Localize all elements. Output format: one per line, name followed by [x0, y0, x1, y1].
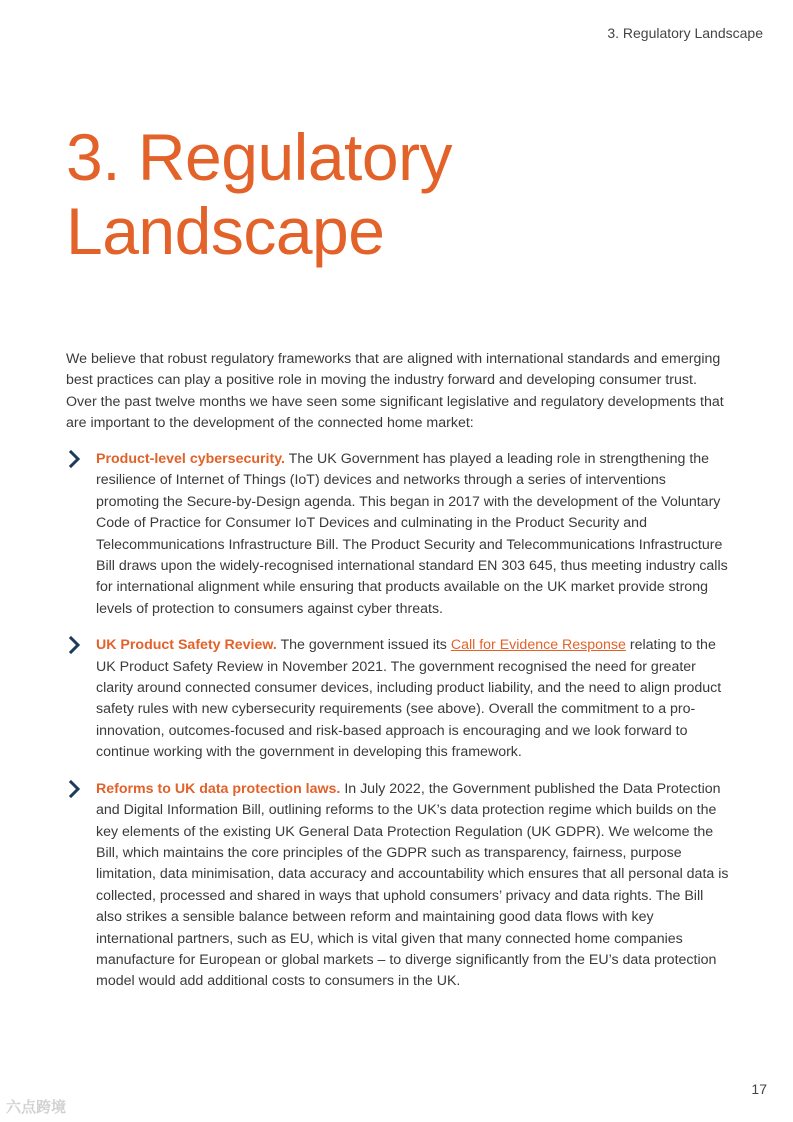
chevron-right-icon [66, 779, 84, 799]
bullet-item-data-protection-reforms [66, 779, 731, 993]
intro-paragraph: We believe that robust regulatory frameworks that are aligned with international standards and emerging best practices can play a positive role in moving the industry forward and developing consumer trust. Over the past twelve months we have seen some significant legislative and regulatory developments that are important to the development of the connected home market: [66, 351, 724, 431]
bullet-lead: Product-level cybersecurity. [96, 451, 285, 467]
chevron-right-icon [66, 635, 84, 655]
bullet-body: In July 2022, the Government published the Data Protection and Digital Information Bill, outlining reforms to the UK’s data protection regime which builds on the key elements of the existing UK General Data Protection Regulation (UK GDPR). We welcome the Bill, which maintains the core principles of the GDPR such as transparency, fairness, purpose limitation, data minimisation, data accuracy and accountability which ensures that all personal data is collected, processed and shared in ways that uphold consumers’ privacy and data rights. The Bill also strikes a sensible balance between reform and maintaining good data flows with key international partners, such as EU, which is vital given that many connected home companies manufacture for European or global markets – to diverge significantly from the EU’s data protection model would add additional costs to consumers in the UK. [96, 780, 729, 990]
bullet-body-end: relating to the UK Product Safety Review in November 2021. The government recognised the need for greater clarity around connected consumer devices, including product liability, and the need to align product safety rules with new cybersecurity requirements (see above). Overall the commitment to a pro-innovation, outcomes-focused and risk-based approach is encouraging and we look forward to continue working with the government in developing this framework. [96, 637, 722, 761]
bullet-text [96, 449, 731, 620]
bullet-lead: UK Product Safety Review. [96, 637, 277, 654]
bullet-item-product-safety-review [66, 635, 731, 763]
bullet-body: The UK Government has played a leading role in strengthening the resilience of Internet of Things (IoT) devices and networks through a series of interventions promoting the Secure-by-Design agenda. This began in 2017 with the development of the Voluntary Code of Practice for Consumer IoT Devices and culminating in the Product Security and Telecommunications Infrastructure Bill. The Product Security and Telecommunications Infrastructure Bill draws upon the widely-recognised international standard EN 303 645, thus meeting industry calls for international alignment while ensuring that products available on the UK market provide strong levels of protection to consumers against cyber threats. [96, 451, 728, 617]
bullet-lead: Reforms to UK data protection laws. [96, 780, 341, 797]
bullet-item-product-cybersecurity [66, 449, 731, 620]
page-title-line-1: 3. Regulatory [66, 120, 453, 194]
bullet-text [96, 779, 731, 993]
bullet-list [66, 449, 731, 1008]
watermark: 六点跨境 [6, 1099, 67, 1116]
page-title-line-2: Landscape [66, 194, 385, 268]
call-for-evidence-link[interactable]: Call for Evidence Response [450, 637, 626, 654]
page-number: 17 [751, 1081, 767, 1097]
running-header: 3. Regulatory Landscape [607, 25, 763, 41]
page-title [66, 120, 452, 268]
chevron-right-icon [66, 449, 84, 469]
bullet-text [96, 635, 731, 763]
bullet-body-start: The government issued its [276, 637, 451, 654]
